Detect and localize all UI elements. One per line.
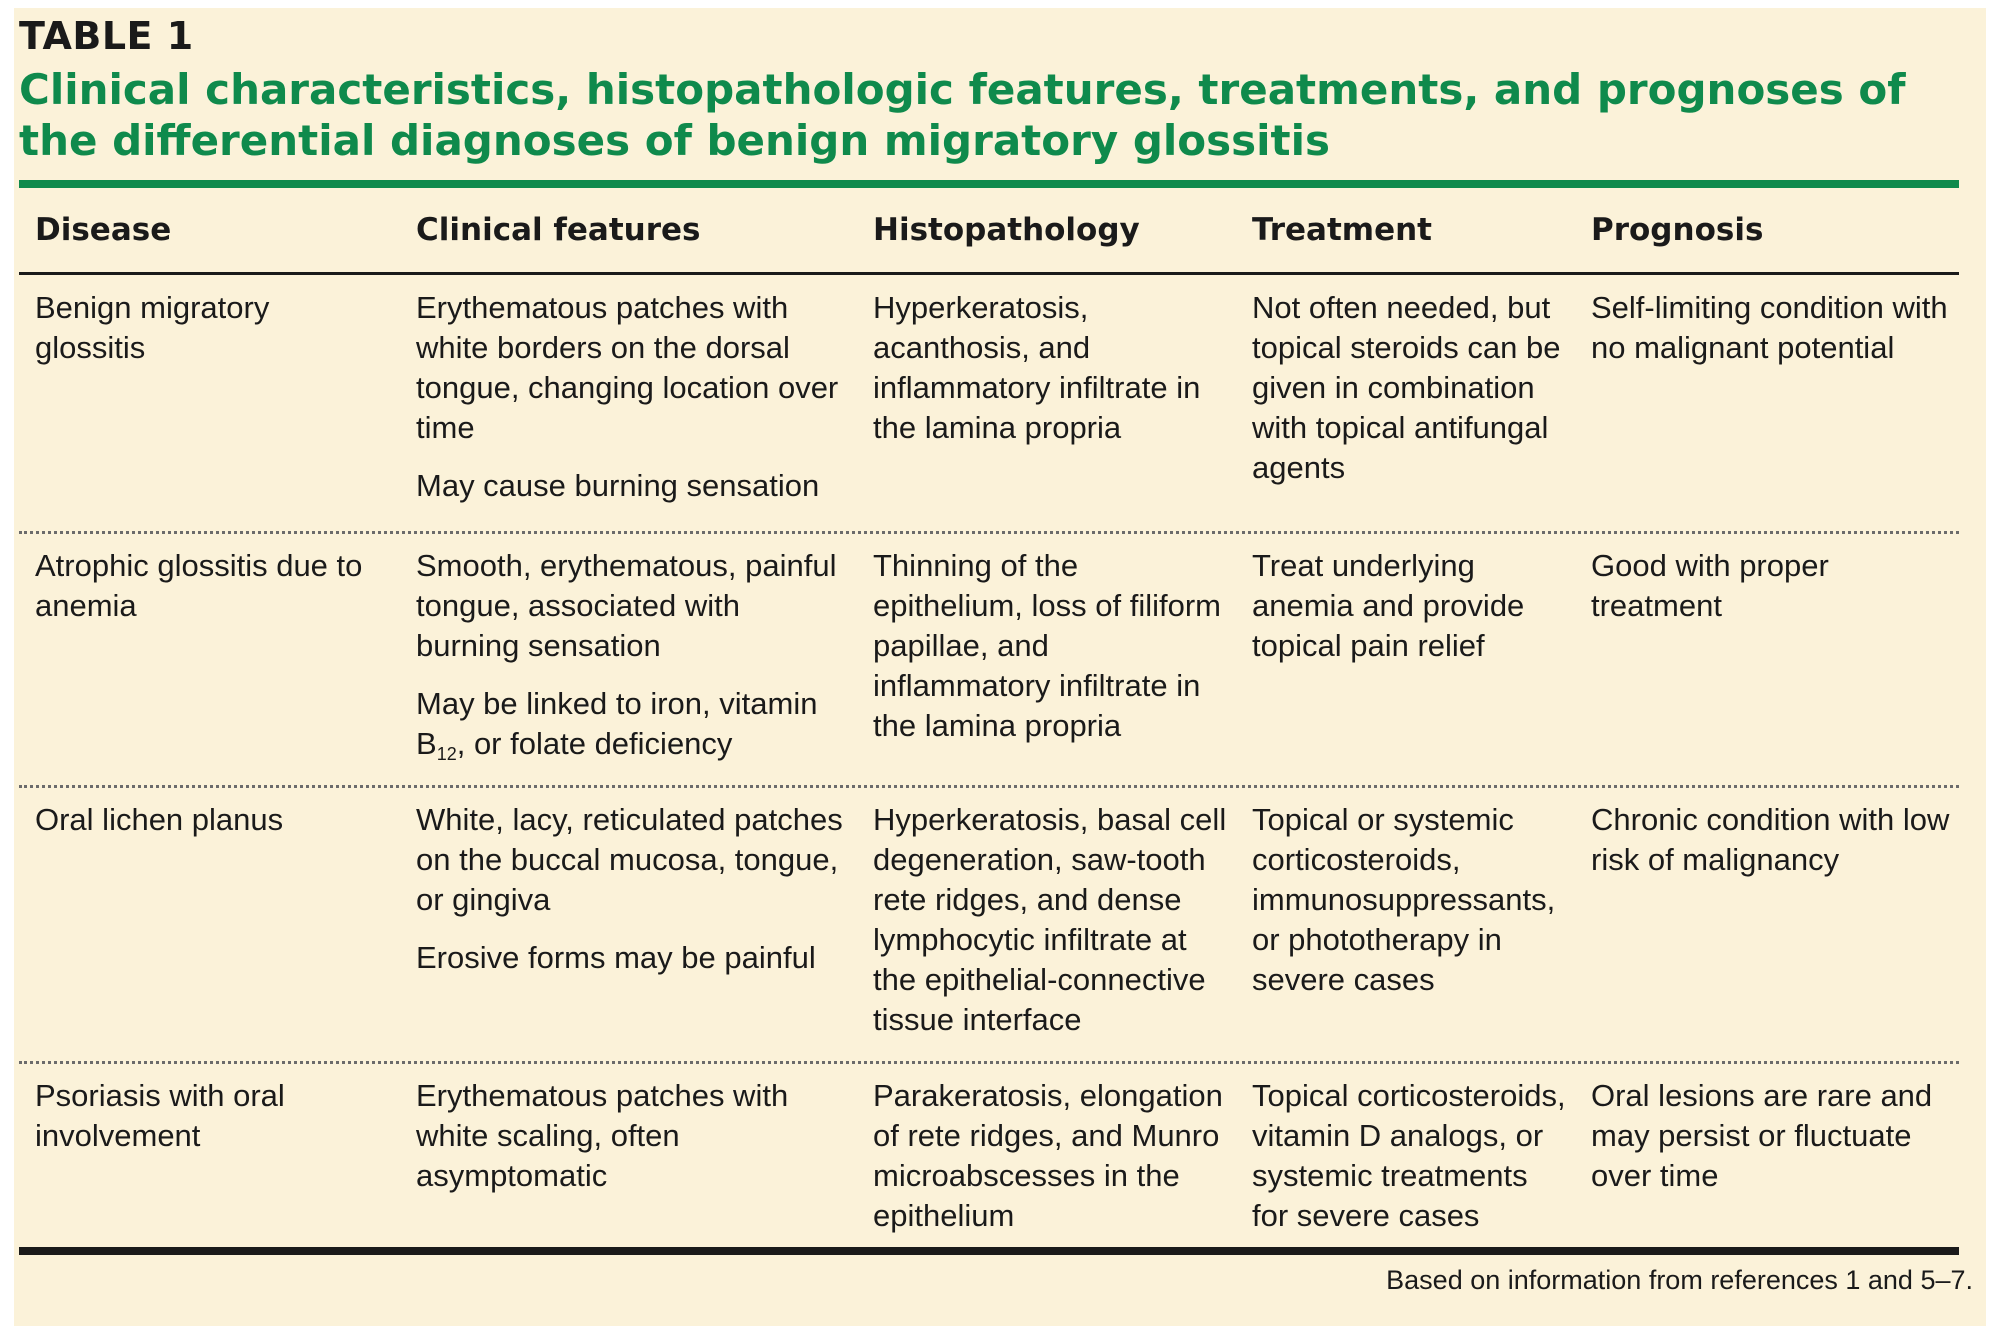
row4-prognosis: Oral lesions are rare and may persist or fluctuate over time [1591, 1078, 1933, 1193]
row-divider [19, 785, 1959, 788]
row3-clinical-1: White, lacy, reticulated patches on the buccal mucosa, tongue, or gingiva [416, 802, 843, 917]
header-treatment: Treatment [1252, 212, 1433, 248]
header-histopathology: Histopathology [873, 212, 1140, 248]
row1-histopathology: Hyperkeratosis, acanthosis, and inflammatory infiltrate in the lamina propria [873, 290, 1201, 445]
row2-treatment: Treat underlying anemia and provide topical pain relief [1252, 548, 1525, 663]
row3-treatment: Topical or systemic corticosteroids, immunosuppressants, or phototherapy in severe cases [1252, 802, 1556, 997]
row2-histopathology: Thinning of the epithelium, loss of filiform papillae, and inflammatory infiltrate in the lamina propria [873, 548, 1222, 743]
row1-clinical [416, 288, 846, 506]
row2-clinical-2 [416, 684, 846, 764]
table-bottom-rule [19, 1247, 1959, 1255]
row1-prognosis: Self-limiting condition with no malignant potential [1591, 290, 1948, 365]
row4-clinical-1: Erythematous patches with white scaling, often asymptomatic [416, 1078, 789, 1193]
table-footnote: Based on information from references 1 and 5–7. [1386, 1265, 1973, 1295]
header-clinical-features: Clinical features [416, 212, 701, 248]
row1-clinical-1: Erythematous patches with white borders on the dorsal tongue, changing location over time [416, 290, 839, 445]
row-divider [19, 1061, 1959, 1064]
row2-clinical-2-post: , or folate deficiency [456, 726, 733, 761]
row4-clinical [416, 1076, 846, 1196]
row1-disease: Benign migratory glossitis [35, 290, 270, 365]
row3-histopathology: Hyperkeratosis, basal cell degeneration, saw-tooth rete ridges, and dense lymphocytic infiltrate at the epithelial-connective tissue interface [873, 802, 1227, 1037]
row3-prognosis: Chronic condition with low risk of malignancy [1591, 802, 1950, 877]
title-rule [19, 180, 1959, 188]
table-title: Clinical characteristics, histopathologic features, treatments, and prognoses of the differential diagnoses of benign migratory glossitis [19, 65, 1906, 165]
vitamin-subscript: 12 [436, 744, 457, 764]
row1-treatment: Not often needed, but topical steroids can be given in combination with topical antifungal agents [1252, 290, 1561, 485]
row3-clinical [416, 800, 846, 978]
header-prognosis: Prognosis [1591, 212, 1764, 248]
table-label: TABLE 1 [19, 14, 194, 58]
row3-clinical-2: Erosive forms may be painful [416, 940, 816, 975]
row2-clinical [416, 546, 846, 764]
row4-disease: Psoriasis with oral involvement [35, 1078, 285, 1153]
row4-treatment: Topical corticosteroids, vitamin D analogs, or systemic treatments for severe cases [1252, 1078, 1566, 1233]
row2-clinical-2-pre: May be linked to iron, vitamin B [416, 686, 818, 761]
row2-disease: Atrophic glossitis due to anemia [35, 548, 363, 623]
header-rule [19, 272, 1959, 275]
header-disease: Disease [35, 212, 172, 248]
row1-clinical-2: May cause burning sensation [416, 468, 820, 503]
row3-disease: Oral lichen planus [35, 802, 284, 837]
row4-histopathology: Parakeratosis, elongation of rete ridges, and Munro microabscesses in the epithelium [873, 1078, 1223, 1233]
row2-clinical-1: Smooth, erythematous, painful tongue, associated with burning sensation [416, 548, 837, 663]
row-divider [19, 531, 1959, 534]
row2-prognosis: Good with proper treatment [1591, 548, 1829, 623]
